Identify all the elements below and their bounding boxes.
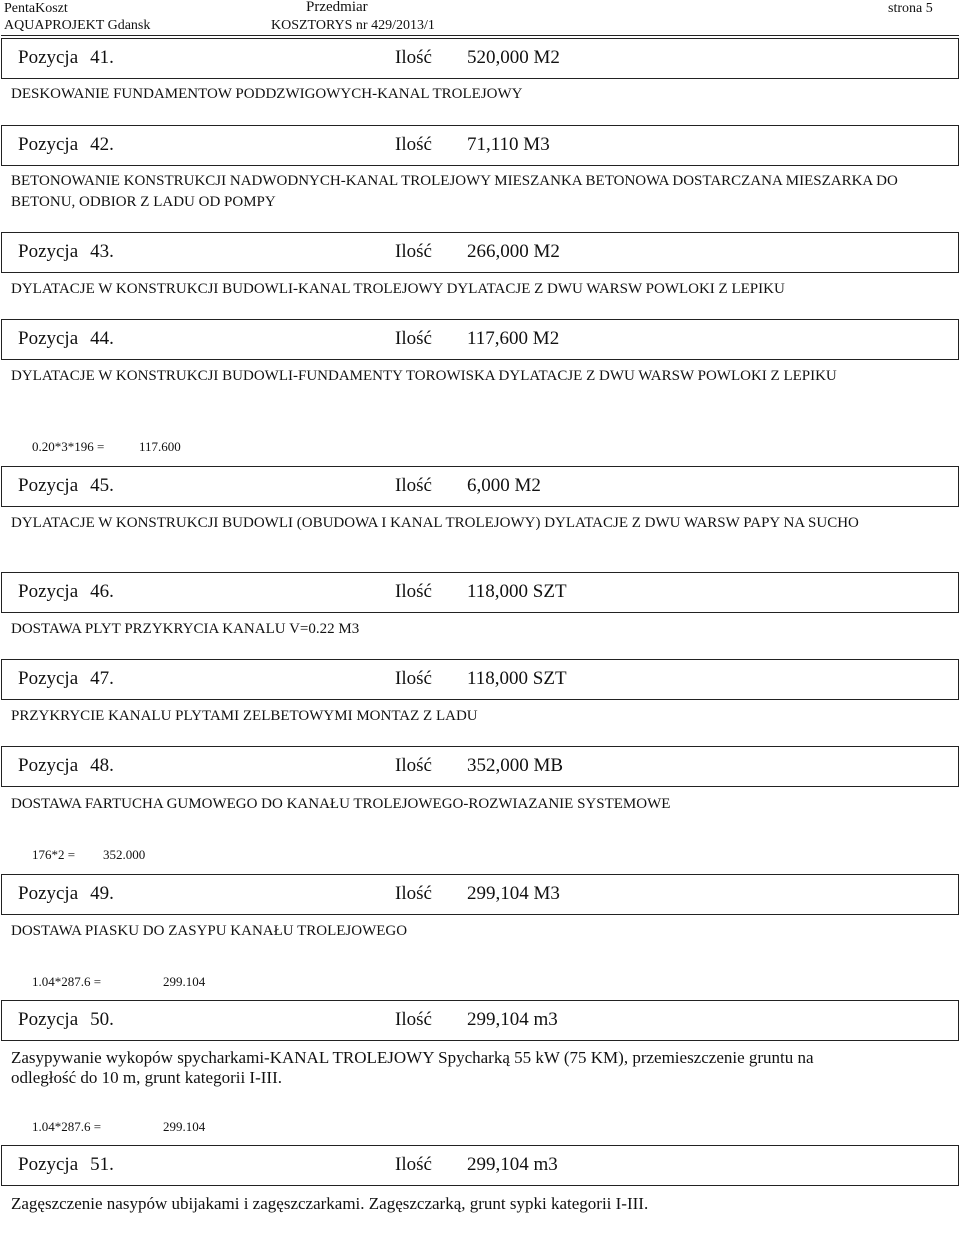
position-prefix: Pozycja xyxy=(18,241,79,262)
quantity-label: Ilość xyxy=(395,883,432,904)
page-number: strona 5 xyxy=(888,1,933,16)
calculation-expression: 1.04*287.6 = xyxy=(32,1119,102,1134)
position-label xyxy=(18,47,114,69)
position-number: 45. xyxy=(90,475,114,496)
estimate-number: KOSZTORYS nr 429/2013/1 xyxy=(271,18,435,33)
quantity-value: 117,600 M2 xyxy=(467,328,560,349)
quantity-value: 520,000 M2 xyxy=(467,47,560,68)
quantity-label: Ilość xyxy=(395,1009,432,1030)
calculation-expression: 1.04*287.6 = xyxy=(32,974,102,989)
calculation-result: 299.104 xyxy=(163,1119,206,1134)
position-description: DESKOWANIE FUNDAMENTOW PODDZWIGOWYCH-KANAL TROLEJOWY xyxy=(11,86,523,102)
position-label xyxy=(18,581,114,603)
quantity-label: Ilość xyxy=(395,241,432,262)
position-description: DYLATACJE W KONSTRUKCJI BUDOWLI (OBUDOWA I KANAL TROLEJOWY) DYLATACJE Z DWU WARSW PAPY NA SUCHO xyxy=(11,515,859,531)
quantity-label: Ilość xyxy=(395,1154,432,1175)
position-number: 47. xyxy=(90,668,114,689)
quantity-label: Ilość xyxy=(395,134,432,155)
header-divider xyxy=(1,35,959,36)
quantity-label: Ilość xyxy=(395,755,432,776)
position-prefix: Pozycja xyxy=(18,581,79,602)
position-label xyxy=(18,328,114,350)
position-label xyxy=(18,755,114,777)
quantity-label: Ilość xyxy=(395,668,432,689)
position-label xyxy=(18,883,114,905)
quantity-label: Ilość xyxy=(395,47,432,68)
calculation-expression: 0.20*3*196 = xyxy=(32,439,105,454)
position-number: 43. xyxy=(90,241,114,262)
document-title: Przedmiar xyxy=(306,0,368,15)
app-name: PentaKoszt xyxy=(4,1,68,16)
quantity-value: 118,000 SZT xyxy=(467,668,567,689)
position-prefix: Pozycja xyxy=(18,475,79,496)
position-label xyxy=(18,475,114,497)
position-prefix: Pozycja xyxy=(18,328,79,349)
position-prefix: Pozycja xyxy=(18,755,79,776)
position-description: DOSTAWA PIASKU DO ZASYPU KANAŁU TROLEJOWEGO xyxy=(11,923,408,939)
position-prefix: Pozycja xyxy=(18,134,79,155)
position-number: 46. xyxy=(90,581,114,602)
position-label xyxy=(18,134,114,156)
position-description: Zasypywanie wykopów spycharkami-KANAL TROLEJOWY Spycharką 55 kW (75 KM), przemieszczenie gruntu na odległość do 10 m, grunt kategorii I-III. xyxy=(11,1048,814,1087)
quantity-value: 299,104 M3 xyxy=(467,883,560,904)
position-prefix: Pozycja xyxy=(18,883,79,904)
position-description: DOSTAWA PLYT PRZYKRYCIA KANALU V=0.22 M3 xyxy=(11,621,360,637)
position-number: 49. xyxy=(90,883,114,904)
position-number: 41. xyxy=(90,47,114,68)
position-description: DYLATACJE W KONSTRUKCJI BUDOWLI-KANAL TROLEJOWY DYLATACJE Z DWU WARSW POWLOKI Z LEPIKU xyxy=(11,281,785,297)
company-name: AQUAPROJEKT Gdansk xyxy=(4,18,151,33)
position-prefix: Pozycja xyxy=(18,1154,79,1175)
quantity-label: Ilość xyxy=(395,581,432,602)
quantity-value: 299,104 m3 xyxy=(467,1009,558,1030)
position-label xyxy=(18,1154,114,1176)
position-number: 51. xyxy=(90,1154,114,1175)
position-number: 50. xyxy=(90,1009,114,1030)
position-label xyxy=(18,668,114,690)
position-number: 44. xyxy=(90,328,114,349)
quantity-value: 118,000 SZT xyxy=(467,581,567,602)
quantity-value: 6,000 M2 xyxy=(467,475,541,496)
position-description: BETONOWANIE KONSTRUKCJI NADWODNYCH-KANAL TROLEJOWY MIESZANKA BETONOWA DOSTARCZANA MIESZARKA DO BETONU, ODBIOR Z LADU OD POMPY xyxy=(11,173,898,210)
calculation-result: 352.000 xyxy=(103,847,146,862)
position-description: PRZYKRYCIE KANALU PLYTAMI ZELBETOWYMI MONTAZ Z LADU xyxy=(11,708,478,724)
page-header xyxy=(0,0,960,36)
position-label xyxy=(18,1009,114,1031)
calculation-result: 299.104 xyxy=(163,974,206,989)
position-number: 48. xyxy=(90,755,114,776)
quantity-value: 299,104 m3 xyxy=(467,1154,558,1175)
position-number: 42. xyxy=(90,134,114,155)
position-prefix: Pozycja xyxy=(18,668,79,689)
position-prefix: Pozycja xyxy=(18,47,79,68)
position-description: DYLATACJE W KONSTRUKCJI BUDOWLI-FUNDAMENTY TOROWISKA DYLATACJE Z DWU WARSW POWLOKI Z LEPIKU xyxy=(11,368,837,384)
quantity-label: Ilość xyxy=(395,328,432,349)
position-prefix: Pozycja xyxy=(18,1009,79,1030)
quantity-value: 71,110 M3 xyxy=(467,134,550,155)
position-description: Zagęszczenie nasypów ubijakami i zagęszczarkami. Zagęszczarką, grunt sypki kategorii I-III. xyxy=(11,1194,649,1213)
quantity-label: Ilość xyxy=(395,475,432,496)
calculation-expression: 176*2 = xyxy=(32,847,76,862)
calculation-result: 117.600 xyxy=(139,439,181,454)
position-description: DOSTAWA FARTUCHA GUMOWEGO DO KANAŁU TROLEJOWEGO-ROZWIAZANIE SYSTEMOWE xyxy=(11,796,671,812)
quantity-value: 352,000 MB xyxy=(467,755,564,776)
quantity-value: 266,000 M2 xyxy=(467,241,560,262)
position-label xyxy=(18,241,114,263)
